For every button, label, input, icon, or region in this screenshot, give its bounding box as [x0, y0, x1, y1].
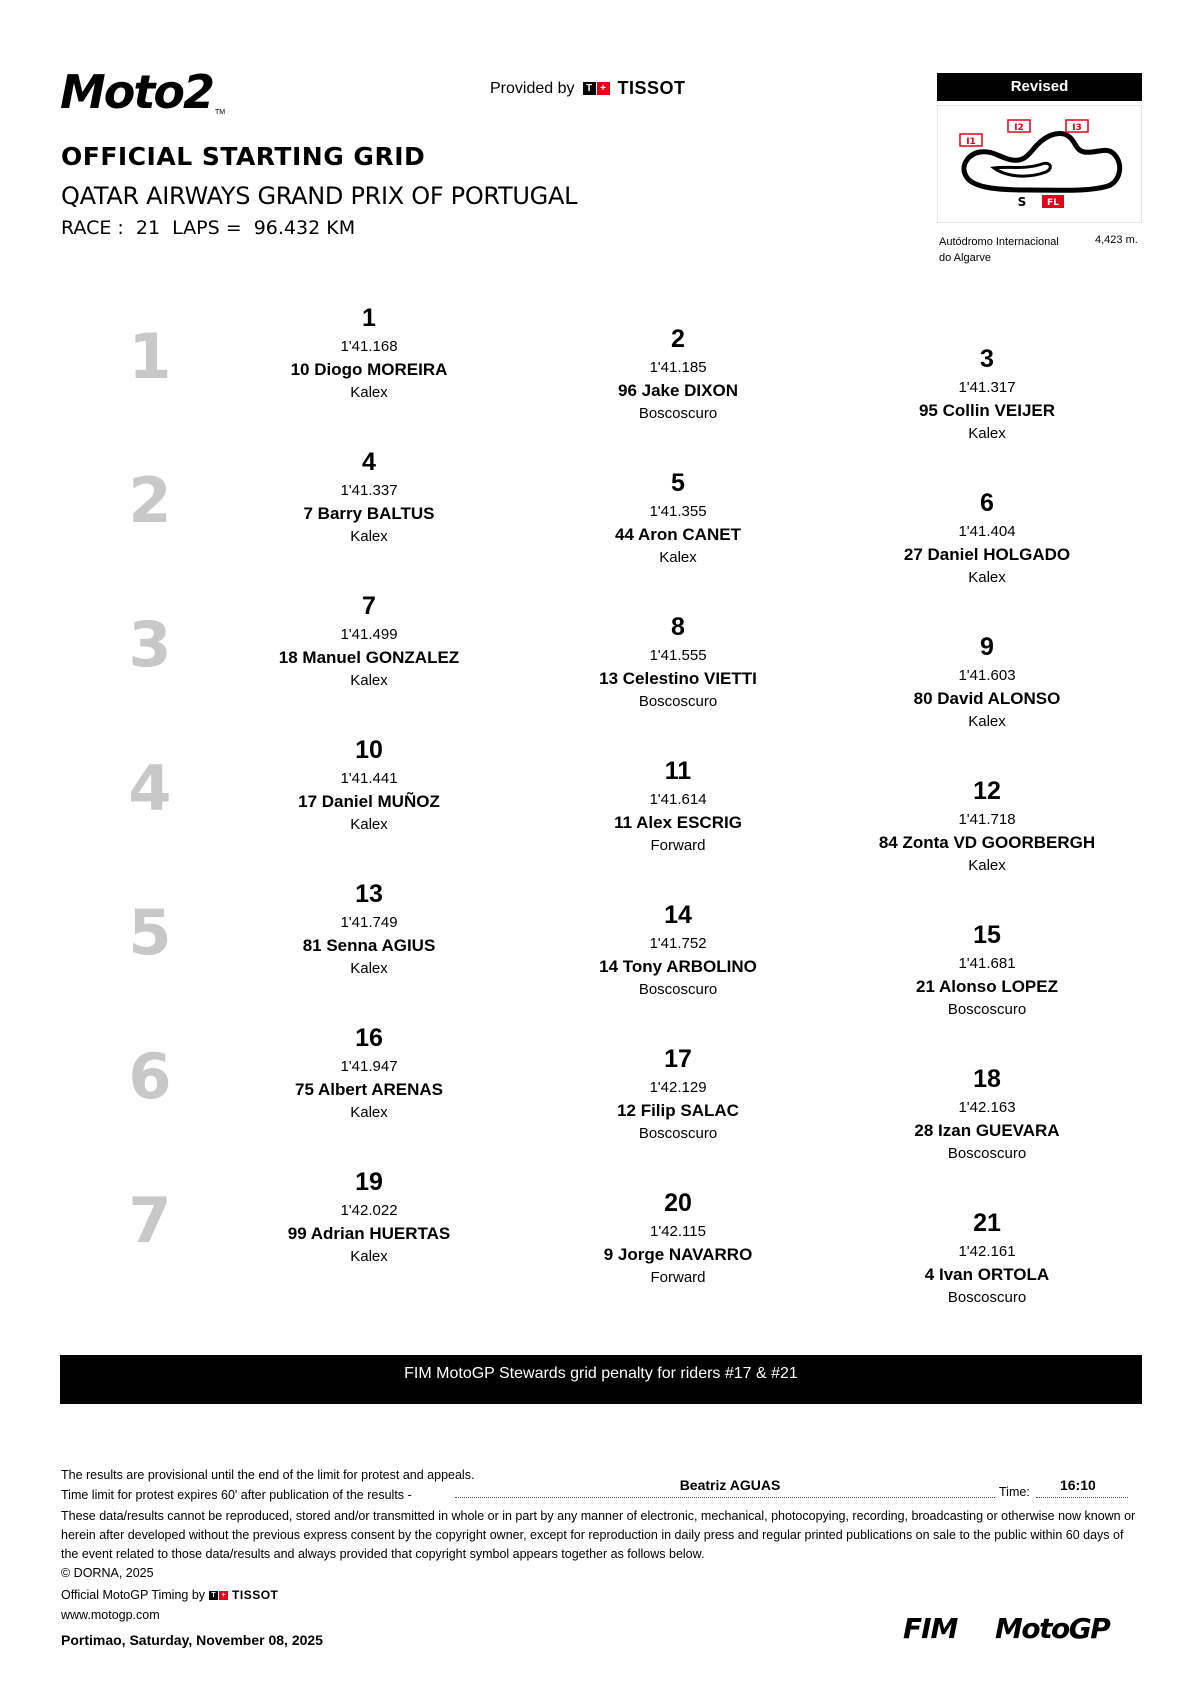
document-title: OFFICIAL STARTING GRID — [61, 142, 426, 171]
grid-slot-7 — [224, 592, 514, 690]
team-name: Forward — [650, 837, 706, 854]
lap-time: 1'41.404 — [958, 523, 1016, 540]
rider-name: 27 Daniel HOLGADO — [903, 545, 1071, 564]
lap-time: 1'41.555 — [649, 647, 707, 664]
copyright: © DORNA, 2025 — [61, 1566, 154, 1580]
grid-slot-17 — [533, 1045, 823, 1143]
grid-position: 12 — [973, 777, 1001, 805]
tissot-small-logo — [209, 1586, 278, 1605]
team-name: Kalex — [968, 713, 1006, 730]
grid-position: 18 — [973, 1065, 1001, 1093]
grid-position: 6 — [980, 489, 994, 517]
lap-time: 1'42.115 — [650, 1223, 706, 1240]
lap-time: 1'41.168 — [340, 338, 398, 355]
grid-row-number: 4 — [128, 752, 172, 825]
timing-credit — [61, 1586, 278, 1605]
grid-position: 3 — [980, 345, 994, 373]
grid-slot-11 — [533, 757, 823, 855]
moto2-logo-text: Moto2 — [60, 65, 213, 119]
grid-row-number: 5 — [128, 896, 172, 969]
fim-logo: FIM — [903, 1612, 958, 1645]
team-name: Boscoscuro — [638, 693, 718, 710]
grid-position: 15 — [973, 921, 1001, 949]
team-name: Boscoscuro — [638, 1125, 718, 1142]
grid-row-number: 3 — [128, 608, 172, 681]
rider-name: 28 Izan GUEVARA — [914, 1121, 1060, 1140]
timing-credit-label: Official MotoGP Timing by — [61, 1588, 206, 1602]
provided-by-label: Provided by — [490, 79, 575, 97]
lap-time: 1'41.499 — [340, 626, 398, 643]
rider-name: 80 David ALONSO — [913, 689, 1061, 708]
grid-position: 21 — [973, 1209, 1001, 1237]
rider-name: 21 Alonso LOPEZ — [915, 977, 1058, 996]
time-value: 16:10 — [1060, 1477, 1096, 1493]
tissot-logo: TISSOT — [617, 78, 686, 98]
grid-row-number: 2 — [128, 464, 172, 537]
grid-slot-3 — [842, 345, 1132, 443]
team-name: Boscoscuro — [638, 981, 718, 998]
team-name: Kalex — [350, 528, 388, 545]
grid-slot-8 — [533, 613, 823, 711]
tissot-mark-icon: T + — [583, 82, 610, 95]
grid-slot-18 — [842, 1065, 1132, 1163]
grid-row-number: 6 — [128, 1040, 172, 1113]
rider-name: 96 Jake DIXON — [617, 381, 738, 400]
circuit-map — [937, 105, 1142, 223]
grid-slot-2 — [533, 325, 823, 423]
lap-time: 1'42.163 — [958, 1099, 1016, 1116]
lap-time: 1'41.603 — [958, 667, 1016, 684]
protest-limit-note: Time limit for protest expires 60' after publication of the results - — [61, 1486, 416, 1505]
tissot-mark-icon: T + — [209, 1591, 228, 1600]
rider-name: 44 Aron CANET — [615, 525, 741, 544]
circuit-marker-i2: I2 — [1014, 123, 1024, 133]
time-line — [1036, 1497, 1128, 1498]
tissot-small-word: TISSOT — [232, 1588, 279, 1602]
rider-name: 99 Adrian HUERTAS — [287, 1224, 451, 1243]
grid-slot-4 — [224, 448, 514, 546]
grid-row-number: 1 — [128, 320, 172, 393]
grid-slot-14 — [533, 901, 823, 999]
lap-time: 1'42.022 — [340, 1202, 398, 1219]
trademark: TM — [214, 109, 226, 116]
rider-name: 95 Collin VEIJER — [918, 401, 1056, 420]
circuit-length: 4,423 m. — [1095, 234, 1138, 246]
team-name: Kalex — [968, 857, 1006, 874]
lap-time: 1'42.129 — [649, 1079, 707, 1096]
grid-slot-19 — [224, 1168, 514, 1266]
grid-slot-12 — [842, 777, 1132, 875]
event-title: QATAR AIRWAYS GRAND PRIX OF PORTUGAL — [61, 182, 578, 210]
grid-position: 17 — [664, 1045, 692, 1073]
grid-row-number: 7 — [128, 1184, 172, 1257]
provisional-note: The results are provisional until the end of the limit for protest and appeals. — [61, 1468, 475, 1482]
team-name: Kalex — [350, 960, 388, 977]
rider-name: 13 Celestino VIETTI — [599, 669, 757, 688]
lap-time: 1'41.681 — [958, 955, 1016, 972]
lap-time: 1'41.337 — [340, 482, 398, 499]
signer-name: Beatriz AGUAS — [679, 1477, 781, 1493]
grid-position: 19 — [355, 1168, 383, 1196]
grid-position: 10 — [355, 736, 383, 764]
circuit-marker-i3: I3 — [1072, 123, 1082, 133]
race-distance: RACE : 21 LAPS = 96.432 KM — [61, 217, 356, 239]
grid-slot-20 — [533, 1189, 823, 1287]
signature-line — [455, 1497, 995, 1498]
lap-time: 1'41.317 — [958, 379, 1016, 396]
team-name: Kalex — [350, 1248, 388, 1265]
lap-time: 1'41.947 — [340, 1058, 398, 1075]
grid-slot-10 — [224, 736, 514, 834]
time-label: Time: — [999, 1485, 1030, 1499]
team-name: Boscoscuro — [947, 1145, 1027, 1162]
grid-position: 8 — [671, 613, 685, 641]
rider-name: 18 Manuel GONZALEZ — [278, 648, 460, 667]
rider-name: 14 Tony ARBOLINO — [599, 957, 757, 976]
rider-name: 10 Diogo MOREIRA — [290, 360, 448, 379]
grid-position: 5 — [671, 469, 685, 497]
penalty-banner: FIM MotoGP Stewards grid penalty for riders #17 & #21 — [60, 1355, 1142, 1404]
rider-name: 84 Zonta VD GOORBERGH — [878, 833, 1096, 852]
lap-time: 1'41.749 — [340, 914, 398, 931]
grid-slot-1 — [224, 304, 514, 402]
grid-position: 7 — [362, 592, 376, 620]
grid-position: 9 — [980, 633, 994, 661]
team-name: Boscoscuro — [638, 405, 718, 422]
grid-slot-13 — [224, 880, 514, 978]
grid-slot-6 — [842, 489, 1132, 587]
rider-name: 4 Ivan ORTOLA — [924, 1265, 1050, 1284]
lap-time: 1'41.355 — [649, 503, 707, 520]
team-name: Forward — [650, 1269, 706, 1286]
rider-name: 75 Albert ARENAS — [295, 1080, 443, 1099]
lap-time: 1'41.441 — [340, 770, 398, 787]
provided-by — [490, 78, 686, 99]
lap-time: 1'42.161 — [958, 1243, 1016, 1260]
rider-name: 12 Filip SALAC — [617, 1101, 739, 1120]
grid-slot-5 — [533, 469, 823, 567]
website-link[interactable]: www.motogp.com — [61, 1608, 160, 1622]
circuit-marker-i1: I1 — [966, 137, 976, 147]
grid-position: 2 — [671, 325, 685, 353]
lap-time: 1'41.718 — [958, 811, 1016, 828]
team-name: Kalex — [968, 569, 1006, 586]
grid-position: 14 — [664, 901, 692, 929]
grid-slot-16 — [224, 1024, 514, 1122]
grid-position: 11 — [664, 757, 692, 785]
grid-slot-9 — [842, 633, 1132, 731]
team-name: Kalex — [968, 425, 1006, 442]
rider-name: 11 Alex ESCRIG — [614, 813, 742, 832]
grid-position: 1 — [362, 304, 376, 332]
grid-position: 4 — [362, 448, 376, 476]
team-name: Kalex — [350, 384, 388, 401]
legal-notice: These data/results cannot be reproduced, stored and/or transmitted in whole or in part by any manner of electronic, mechanical, photocopying, recording, broadcasting or otherwise now known or herein after developed without the previous express consent by the copyright owner, except for reproduction in daily press and regular printed publications on sale to the public within 60 days of the event related to those data/results and always provided that copyright symbol appears together as follows below. — [61, 1509, 1136, 1561]
rider-name: 17 Daniel MUÑOZ — [298, 792, 440, 811]
team-name: Kalex — [350, 1104, 388, 1121]
circuit-marker-fl: FL — [1047, 198, 1059, 208]
grid-position: 13 — [355, 880, 383, 908]
lap-time: 1'41.185 — [649, 359, 707, 376]
motogp-logo: MotoGP — [995, 1612, 1110, 1645]
rider-name: 7 Barry BALTUS — [303, 504, 435, 523]
rider-name: 9 Jorge NAVARRO — [603, 1245, 753, 1264]
grid-slot-15 — [842, 921, 1132, 1019]
circuit-map-icon — [938, 106, 1143, 224]
grid-position: 20 — [664, 1189, 692, 1217]
rider-name: 81 Senna AGIUS — [302, 936, 436, 955]
place-date: Portimao, Saturday, November 08, 2025 — [61, 1632, 323, 1648]
grid-position: 16 — [355, 1024, 383, 1052]
team-name: Boscoscuro — [947, 1289, 1027, 1306]
circuit-start-label: S — [1017, 195, 1027, 209]
team-name: Kalex — [350, 672, 388, 689]
lap-time: 1'41.752 — [649, 935, 707, 952]
team-name: Kalex — [659, 549, 697, 566]
team-name: Kalex — [350, 816, 388, 833]
lap-time: 1'41.614 — [649, 791, 707, 808]
team-name: Boscoscuro — [947, 1001, 1027, 1018]
revised-badge: Revised — [937, 73, 1142, 101]
grid-slot-21 — [842, 1209, 1132, 1307]
moto2-logo — [60, 65, 290, 119]
circuit-name: Autódromo Internacional do Algarve — [939, 236, 1059, 264]
